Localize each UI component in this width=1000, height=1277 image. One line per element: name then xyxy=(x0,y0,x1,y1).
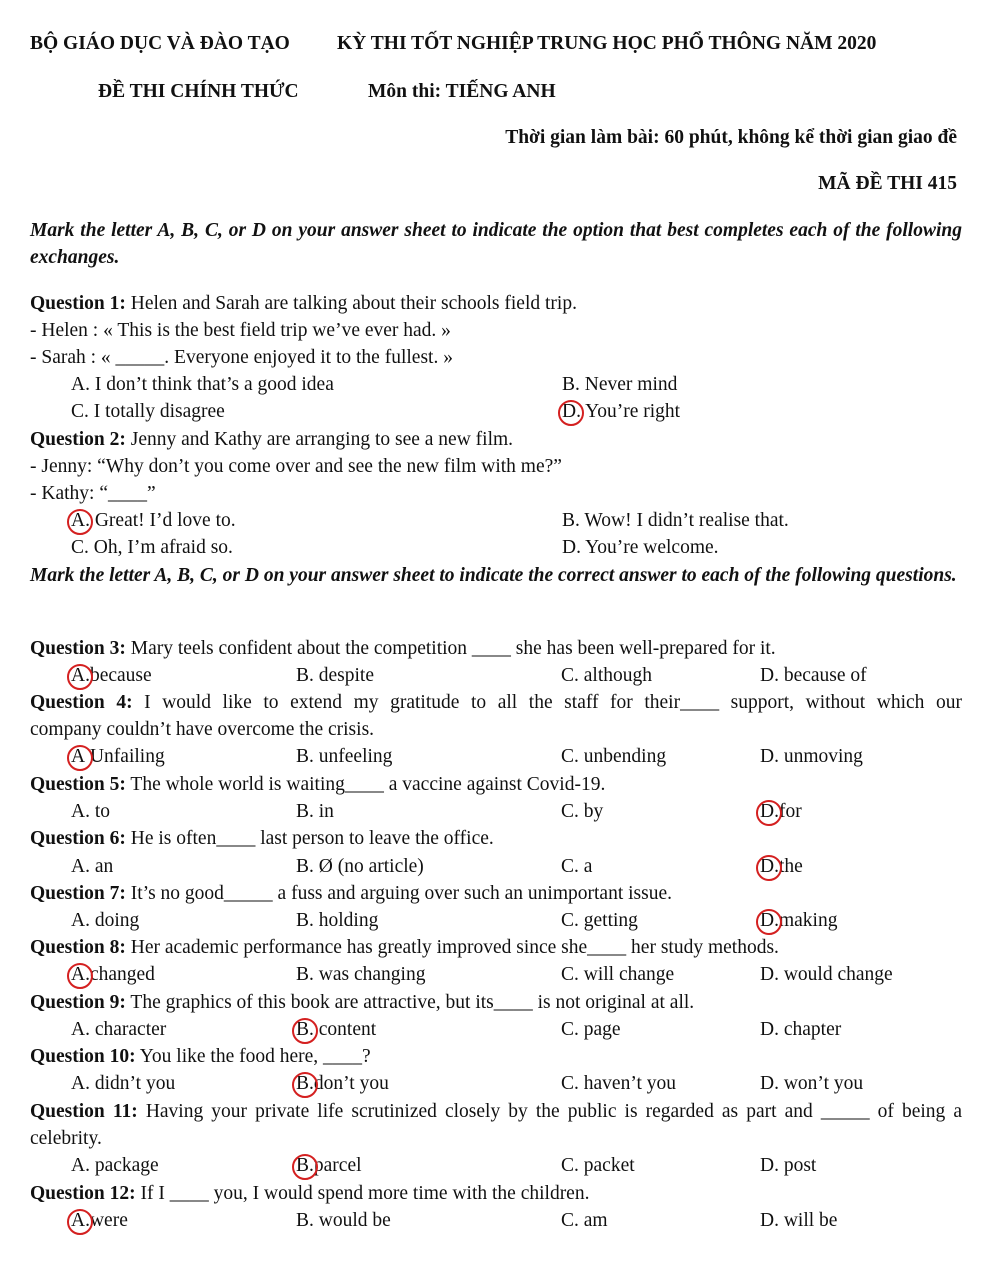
option-b[interactable]: B.parcel xyxy=(296,1152,362,1179)
question-2 xyxy=(30,426,513,453)
option-b[interactable]: B. Wow! I didn’t realise that. xyxy=(562,510,789,531)
question-10 xyxy=(30,1043,371,1070)
exam-title: KỲ THI TỐT NGHIỆP TRUNG HỌC PHỔ THÔNG NĂM 2020 xyxy=(337,33,877,54)
option-a[interactable]: A. didn’t you xyxy=(71,1073,176,1094)
question-text: The graphics of this book are attractive, but its____ is not original at all. xyxy=(125,992,695,1013)
question-text: The whole world is waiting____ a vaccine against Covid-19. xyxy=(125,774,606,795)
option-a[interactable]: A.changed xyxy=(71,961,155,988)
option-b[interactable]: B.don’t you xyxy=(296,1070,389,1097)
question-4 xyxy=(30,689,962,716)
option-a[interactable]: A. I don’t think that’s a good idea xyxy=(71,374,334,395)
question-label: Question 12: xyxy=(30,1183,136,1204)
option-c[interactable]: C. unbending xyxy=(561,746,667,767)
option-a[interactable]: A.because xyxy=(71,662,152,689)
question-7 xyxy=(30,880,672,907)
answer-circle-mark: A xyxy=(71,743,85,770)
option-c[interactable]: C. although xyxy=(561,665,653,686)
question-text: Her academic performance has greatly improved since she____ her study methods. xyxy=(125,937,779,958)
option-d[interactable]: D.making xyxy=(760,907,837,934)
option-b[interactable]: B. Never mind xyxy=(562,374,678,395)
answer-circle-mark: A. xyxy=(71,662,90,689)
question-label: Question 8: xyxy=(30,937,126,958)
option-d[interactable]: D. would change xyxy=(760,964,893,985)
option-d[interactable]: D. will be xyxy=(760,1210,838,1231)
question-8 xyxy=(30,934,779,961)
ministry-title: BỘ GIÁO DỤC VÀ ĐÀO TẠO xyxy=(30,33,290,54)
question-label: Question 1: xyxy=(30,293,126,314)
time-limit: Thời gian làm bài: 60 phút, không kể thời gian giao đề xyxy=(505,127,957,148)
dialogue-line: - Sarah : « _____. Everyone enjoyed it to the fullest. » xyxy=(30,347,453,368)
option-a[interactable]: A.were xyxy=(71,1207,128,1234)
option-b[interactable]: B. in xyxy=(296,801,334,822)
answer-circle-mark: D. xyxy=(562,398,581,425)
question-continuation: celebrity. xyxy=(30,1128,102,1149)
question-text: You like the food here, ____? xyxy=(135,1046,371,1067)
question-11 xyxy=(30,1098,962,1125)
question-text: He is often____ last person to leave the office. xyxy=(125,828,494,849)
option-d[interactable]: D. unmoving xyxy=(760,746,863,767)
answer-circle-mark: D. xyxy=(760,798,779,825)
option-b[interactable]: B. content xyxy=(296,1016,376,1043)
option-c[interactable]: C. haven’t you xyxy=(561,1073,677,1094)
question-label: Question 5: xyxy=(30,774,126,795)
option-c[interactable]: C. Oh, I’m afraid so. xyxy=(71,537,233,558)
question-continuation: company couldn’t have overcome the crisis. xyxy=(30,719,375,740)
dialogue-line: - Jenny: “Why don’t you come over and see the new film with me?” xyxy=(30,456,562,477)
question-label: Question 9: xyxy=(30,992,126,1013)
dialogue-line: - Kathy: “____” xyxy=(30,483,156,504)
option-b[interactable]: B. despite xyxy=(296,665,374,686)
answer-circle-mark: A. xyxy=(71,961,90,988)
question-text: Having your private life scrutinized closely by the public is regarded as part and _____ of being a xyxy=(137,1101,962,1122)
instruction-part1: Mark the letter A, B, C, or D on your answer sheet to indicate the option that best completes each of the following exchanges. xyxy=(30,220,962,268)
option-d[interactable]: D. You’re right xyxy=(562,398,680,425)
option-c[interactable]: C. packet xyxy=(561,1155,635,1176)
answer-circle-mark: A. xyxy=(71,507,90,534)
option-d[interactable]: D.for xyxy=(760,798,802,825)
option-c[interactable]: C. by xyxy=(561,801,604,822)
question-text: I would like to extend my gratitude to all the staff for their____ support, without which our xyxy=(132,692,962,713)
option-b[interactable]: B. would be xyxy=(296,1210,391,1231)
option-d[interactable]: D. chapter xyxy=(760,1019,842,1040)
question-text: Helen and Sarah are talking about their schools field trip. xyxy=(125,293,577,314)
answer-circle-mark: B. xyxy=(296,1016,314,1043)
exam-code: MÃ ĐỀ THI 415 xyxy=(818,173,957,194)
option-a[interactable]: A. character xyxy=(71,1019,167,1040)
option-b[interactable]: B. Ø (no article) xyxy=(296,856,424,877)
question-5 xyxy=(30,771,605,798)
question-12 xyxy=(30,1180,589,1207)
answer-circle-mark: A. xyxy=(71,1207,90,1234)
question-label: Question 11: xyxy=(30,1101,138,1122)
option-d[interactable]: D. You’re welcome. xyxy=(562,537,719,558)
option-c[interactable]: C. am xyxy=(561,1210,608,1231)
option-d[interactable]: D. post xyxy=(760,1155,817,1176)
option-c[interactable]: C. page xyxy=(561,1019,621,1040)
dialogue-line: - Helen : « This is the best field trip we’ve ever had. » xyxy=(30,320,451,341)
option-a[interactable]: A. Great! I’d love to. xyxy=(71,507,236,534)
question-9 xyxy=(30,989,694,1016)
question-text: Jenny and Kathy are arranging to see a new film. xyxy=(125,429,514,450)
question-label: Question 4: xyxy=(30,692,133,713)
question-text: Mary teels confident about the competition ____ she has been well-prepared for it. xyxy=(125,638,776,659)
question-text: It’s no good_____ a fuss and arguing over such an unimportant issue. xyxy=(125,883,672,904)
question-text: If I ____ you, I would spend more time with the children. xyxy=(135,1183,590,1204)
answer-circle-mark: B. xyxy=(296,1070,314,1097)
option-c[interactable]: C. a xyxy=(561,856,593,877)
option-d[interactable]: D. because of xyxy=(760,665,867,686)
option-a[interactable]: A Unfailing xyxy=(71,743,165,770)
question-3 xyxy=(30,635,776,662)
question-label: Question 7: xyxy=(30,883,126,904)
option-b[interactable]: B. unfeeling xyxy=(296,746,393,767)
answer-circle-mark: B. xyxy=(296,1152,314,1179)
question-1 xyxy=(30,290,577,317)
option-b[interactable]: B. holding xyxy=(296,910,379,931)
option-c[interactable]: C. will change xyxy=(561,964,675,985)
official-exam-label: ĐỀ THI CHÍNH THỨC xyxy=(98,81,299,102)
option-a[interactable]: A. to xyxy=(71,801,111,822)
subject-label: Môn thi: TIẾNG ANH xyxy=(368,81,556,102)
question-label: Question 10: xyxy=(30,1046,136,1067)
option-d[interactable]: D. won’t you xyxy=(760,1073,864,1094)
option-a[interactable]: A. package xyxy=(71,1155,159,1176)
question-label: Question 3: xyxy=(30,638,126,659)
option-b[interactable]: B. was changing xyxy=(296,964,426,985)
option-a[interactable]: A. an xyxy=(71,856,114,877)
question-label: Question 6: xyxy=(30,828,126,849)
option-a[interactable]: A. doing xyxy=(71,910,140,931)
question-label: Question 2: xyxy=(30,429,126,450)
option-d[interactable]: D.the xyxy=(760,853,803,880)
instruction-part2: Mark the letter A, B, C, or D on your answer sheet to indicate the correct answer to each of the following questions. xyxy=(30,565,957,586)
answer-circle-mark: D. xyxy=(760,853,779,880)
option-c[interactable]: C. getting xyxy=(561,910,638,931)
question-6 xyxy=(30,825,494,852)
answer-circle-mark: D. xyxy=(760,907,779,934)
option-c[interactable]: C. I totally disagree xyxy=(71,401,225,422)
